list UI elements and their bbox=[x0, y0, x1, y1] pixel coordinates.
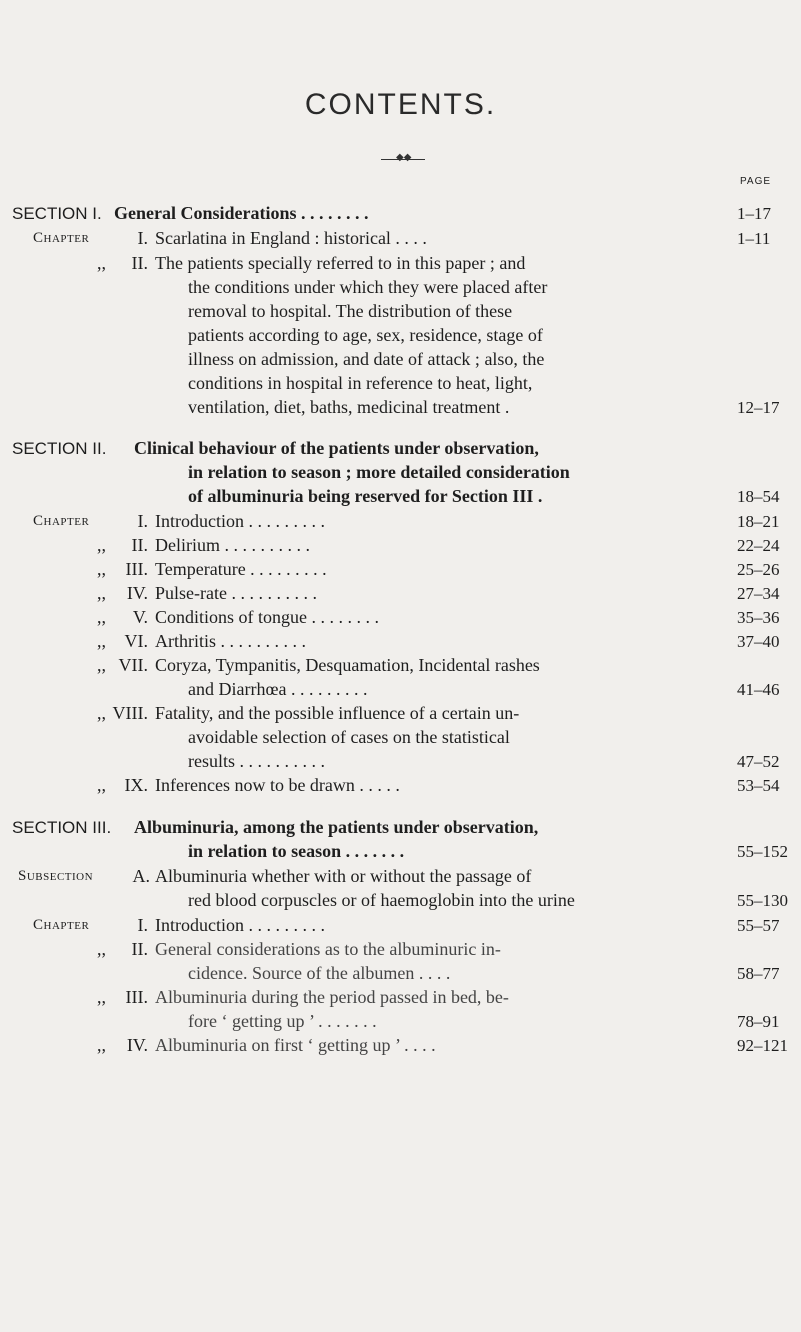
entry-title: the conditions under which they were placed after bbox=[188, 277, 548, 297]
entry-title: avoidable selection of cases on the statistical bbox=[188, 727, 510, 747]
page-range: 18–54 bbox=[737, 487, 780, 506]
chapter-label: ,, bbox=[97, 607, 106, 627]
chapter-label: ,, bbox=[97, 703, 106, 723]
entry-title: fore ‘ getting up ’ . . . . . . . bbox=[188, 1011, 377, 1031]
entry-title: removal to hospital. The distribution of these bbox=[188, 301, 513, 321]
entry-title: Fatality, and the possible influence of a certain un- bbox=[155, 703, 520, 723]
section-label: SECTION I. bbox=[12, 204, 102, 223]
chapter-label: ,, bbox=[97, 559, 106, 579]
chapter-label: ,, bbox=[97, 987, 106, 1007]
chapter-number: I. bbox=[137, 915, 148, 935]
chapter-number: IV. bbox=[126, 583, 148, 603]
entry-title: Delirium . . . . . . . . . . bbox=[155, 535, 310, 555]
entry-title: in relation to season ; more detailed consideration bbox=[188, 462, 570, 482]
page-column-label: PAGE bbox=[740, 176, 772, 187]
entry-title: Albuminuria, among the patients under observation, bbox=[134, 817, 539, 837]
entry-title: Inferences now to be drawn . . . . . bbox=[155, 775, 400, 795]
entry-title: red blood corpuscles or of haemoglobin into the urine bbox=[188, 890, 575, 910]
page-range: 55–130 bbox=[737, 891, 788, 910]
entry-title: Albuminuria on first ‘ getting up ’ . . . . bbox=[155, 1035, 436, 1055]
entry-title: Coryza, Tympanitis, Desquamation, Incidental rashes bbox=[155, 655, 540, 675]
entry-title: Introduction . . . . . . . . . bbox=[155, 511, 325, 531]
page-range: 12–17 bbox=[737, 398, 780, 417]
chapter-label: ,, bbox=[97, 775, 106, 795]
chapter-number: II. bbox=[131, 535, 148, 555]
entry-title: Temperature . . . . . . . . . bbox=[155, 559, 327, 579]
entry-title: Scarlatina in England : historical . . . . bbox=[155, 228, 427, 248]
page-range: 55–152 bbox=[737, 842, 788, 861]
chapter-number: III. bbox=[125, 987, 148, 1007]
page-range: 27–34 bbox=[737, 584, 780, 603]
chapter-number: II. bbox=[131, 253, 148, 273]
page-range: 58–77 bbox=[737, 964, 780, 983]
chapter-label: ,, bbox=[97, 939, 106, 959]
chapter-label: Subsection bbox=[18, 868, 94, 884]
section-label: SECTION II. bbox=[12, 439, 107, 458]
entry-title: conditions in hospital in reference to heat, light, bbox=[188, 373, 533, 393]
chapter-number: VIII. bbox=[112, 703, 148, 723]
page-range: 35–36 bbox=[737, 608, 780, 627]
page-range: 41–46 bbox=[737, 680, 780, 699]
chapter-label: ,, bbox=[97, 1035, 106, 1055]
entry-title: in relation to season . . . . . . . bbox=[188, 841, 405, 861]
chapter-number: I. bbox=[137, 511, 148, 531]
chapter-number: I. bbox=[137, 228, 148, 248]
entry-title: Albuminuria whether with or without the passage of bbox=[155, 866, 532, 886]
entry-title: cidence. Source of the albumen . . . . bbox=[188, 963, 451, 983]
entry-title: Clinical behaviour of the patients under observation, bbox=[134, 438, 539, 458]
page-range: 1–17 bbox=[737, 204, 771, 223]
entry-title: The patients specially referred to in this paper ; and bbox=[155, 253, 526, 273]
chapter-number: A. bbox=[132, 866, 150, 886]
entry-title: results . . . . . . . . . . bbox=[188, 751, 325, 771]
chapter-label: Chapter bbox=[33, 230, 90, 246]
chapter-number: II. bbox=[131, 939, 148, 959]
page-range: 78–91 bbox=[737, 1012, 780, 1031]
page-range: 53–54 bbox=[737, 776, 780, 795]
rule-ornament: ◆◆ bbox=[396, 152, 412, 163]
entry-title: Albuminuria during the period passed in bed, be- bbox=[155, 987, 509, 1007]
chapter-number: IX. bbox=[124, 775, 148, 795]
chapter-label: ,, bbox=[97, 583, 106, 603]
entry-title: General considerations as to the albuminuric in- bbox=[155, 939, 501, 959]
entry-title: illness on admission, and date of attack ; also, the bbox=[188, 349, 545, 369]
page-range: 18–21 bbox=[737, 512, 780, 531]
page-range: 92–121 bbox=[737, 1036, 788, 1055]
entry-title: Arthritis . . . . . . . . . . bbox=[155, 631, 306, 651]
chapter-label: ,, bbox=[97, 631, 106, 651]
chapter-label: Chapter bbox=[33, 513, 90, 529]
page-title: CONTENTS. bbox=[304, 88, 497, 121]
entry-title: patients according to age, sex, residence, stage of bbox=[188, 325, 543, 345]
chapter-label: Chapter bbox=[33, 917, 90, 933]
chapter-number: III. bbox=[125, 559, 148, 579]
entry-title: General Considerations . . . . . . . . bbox=[114, 203, 369, 223]
page-range: 22–24 bbox=[737, 536, 780, 555]
chapter-number: VI. bbox=[124, 631, 148, 651]
entry-title: Conditions of tongue . . . . . . . . bbox=[155, 607, 379, 627]
entry-title: of albuminuria being reserved for Section III . bbox=[188, 486, 543, 506]
page-range: 55–57 bbox=[737, 916, 780, 935]
page-range: 25–26 bbox=[737, 560, 780, 579]
page-range: 47–52 bbox=[737, 752, 780, 771]
page-range: 37–40 bbox=[737, 632, 780, 651]
chapter-number: VII. bbox=[118, 655, 148, 675]
chapter-number: IV. bbox=[126, 1035, 148, 1055]
section-label: SECTION III. bbox=[12, 818, 112, 837]
chapter-label: ,, bbox=[97, 535, 106, 555]
entry-title: ventilation, diet, baths, medicinal treatment . bbox=[188, 397, 510, 417]
entry-title: Introduction . . . . . . . . . bbox=[155, 915, 325, 935]
entry-title: Pulse-rate . . . . . . . . . . bbox=[155, 583, 317, 603]
chapter-label: ,, bbox=[97, 253, 106, 273]
page-range: 1–11 bbox=[737, 229, 771, 248]
entry-title: and Diarrhœa . . . . . . . . . bbox=[188, 679, 368, 699]
chapter-number: V. bbox=[132, 607, 148, 627]
chapter-label: ,, bbox=[97, 655, 106, 675]
